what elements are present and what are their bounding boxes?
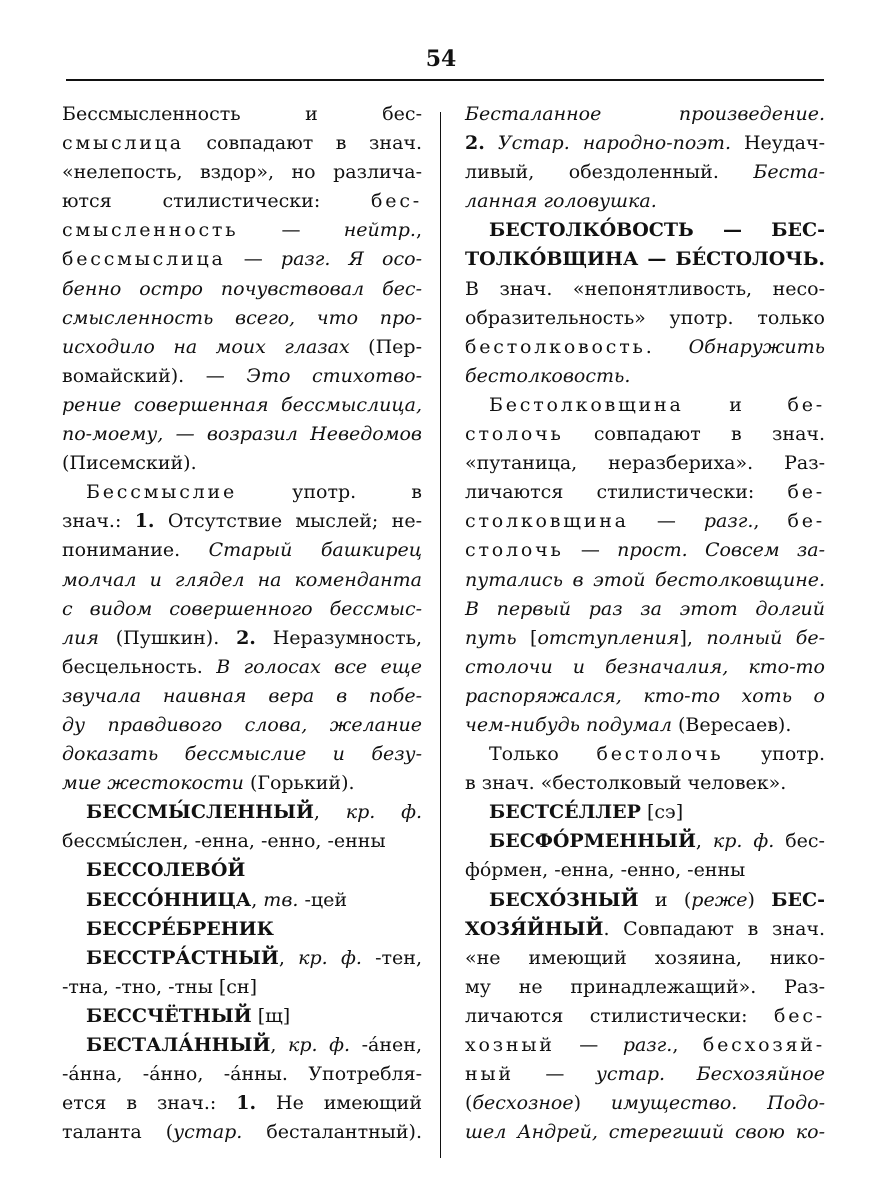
text-segment: — — [554, 1034, 623, 1056]
text-line — [465, 595, 825, 624]
text-line — [62, 158, 422, 187]
text-line — [465, 1060, 825, 1089]
text-line — [62, 304, 422, 333]
text-segment: ется в знач.: — [62, 1092, 237, 1115]
text-segment: Отсутствие мыслей; не- — [154, 510, 422, 533]
text-segment: столочь — [465, 423, 564, 446]
text-segment: смысленность всего, что про- — [62, 306, 422, 329]
text-segment: ный — [465, 1063, 514, 1086]
text-line — [62, 711, 422, 740]
text-segment: -тен, — [361, 946, 423, 969]
text-segment: в знач. «бестолковый человек». — [465, 772, 787, 795]
text-segment: доказать бессмыслие и безу- — [62, 743, 422, 766]
text-segment: , — [251, 888, 264, 911]
text-line — [465, 1031, 825, 1060]
text-segment: , — [753, 510, 788, 533]
text-segment: звучала наивная вера в побе- — [62, 684, 422, 707]
text-segment: (Пер- — [349, 335, 422, 358]
text-segment: бе- — [787, 481, 825, 504]
text-segment: БЕСФО́РМЕННЫЙ — [489, 830, 696, 853]
text-segment: отступления — [537, 626, 680, 649]
text-segment: совпадают в знач. — [183, 132, 422, 155]
text-segment: Бесталанное произведение. — [465, 103, 825, 125]
text-segment: бес- — [774, 830, 825, 853]
text-segment: путались в этой бестолковщине. — [465, 568, 825, 591]
text-segment: бестолочь — [596, 743, 724, 766]
text-line — [62, 478, 422, 507]
text-segment: , — [313, 801, 346, 824]
text-segment: . — [645, 335, 689, 358]
text-segment: кр. ф. — [288, 1034, 351, 1056]
text-line — [62, 595, 422, 624]
text-segment: , — [672, 1034, 703, 1056]
text-segment: молчал и глядел на коменданта — [62, 568, 422, 591]
text-line — [62, 449, 422, 478]
text-segment: — — [563, 539, 618, 562]
text-segment: шел Андрей, стерегший свою ко- — [465, 1121, 825, 1144]
text-segment: -а́нна, -а́нно, -а́нны. Употребля- — [62, 1063, 422, 1086]
text-line — [62, 653, 422, 682]
text-segment: бессмы́слен, -енна, -енно, -енны — [62, 830, 386, 853]
text-segment: БЕСТСЕ́ЛЛЕР — [489, 801, 641, 824]
text-segment: БЕСТОЛКО́ВОСТЬ — БЕС- — [489, 219, 825, 242]
text-segment: — — [225, 248, 281, 271]
text-line — [62, 507, 422, 536]
text-segment: БЕСТАЛА́ННЫЙ — [86, 1034, 271, 1056]
text-segment: , — [415, 219, 422, 242]
text-line — [465, 624, 825, 653]
text-segment: В знач. «непонятливость, несо- — [465, 277, 825, 300]
text-segment: БЕС- — [771, 888, 826, 911]
text-segment: личаются стилистически: — [465, 1004, 775, 1027]
text-line — [465, 944, 825, 973]
text-segment: [ — [516, 626, 538, 649]
text-segment: [щ] — [251, 1004, 291, 1027]
text-line — [62, 915, 422, 944]
text-segment: фо́рмен, -енна, -енно, -енны — [465, 859, 746, 882]
text-line — [62, 944, 422, 973]
text-segment: и — [683, 393, 788, 416]
text-line — [465, 275, 825, 304]
text-segment: рение совершенная бессмыслица, — [62, 393, 422, 416]
text-line — [465, 304, 825, 333]
text-segment: Это стихотво- — [246, 364, 423, 387]
text-line — [62, 100, 422, 129]
text-segment: бес- — [774, 1004, 825, 1027]
text-segment: БЕССЧЁТНЫЙ — [86, 1004, 252, 1027]
text-segment: . Совпадают в знач. — [603, 917, 825, 940]
text-segment: разг. Я осо- — [280, 248, 422, 271]
text-line — [465, 769, 825, 798]
text-segment: му не принадлежащий». Раз- — [465, 975, 825, 998]
text-segment: ланная головушка. — [465, 190, 657, 213]
text-segment: устар. Бесхозяйное — [595, 1063, 825, 1086]
text-segment: бесцельность. — [62, 655, 217, 678]
text-segment: бе- — [787, 510, 825, 533]
text-segment: Неразумность, — [255, 626, 422, 649]
text-line — [62, 798, 422, 827]
text-segment: Только — [489, 743, 597, 766]
text-segment: 2. — [236, 626, 256, 649]
text-line — [62, 391, 422, 420]
text-segment: употр. — [723, 743, 825, 766]
text-line — [62, 886, 422, 915]
text-segment: «путаница, неразбериха». Раз- — [465, 452, 825, 475]
text-segment: «нелепость, вздор», но различа- — [62, 161, 422, 184]
text-line — [62, 420, 422, 449]
text-segment: Бессмыслие — [86, 481, 238, 504]
text-segment: и ( — [638, 888, 692, 911]
text-line — [465, 1118, 825, 1147]
text-line — [465, 420, 825, 449]
text-segment: — — [513, 1063, 596, 1086]
text-segment: 1. — [236, 1092, 257, 1115]
header-rule — [66, 79, 824, 81]
text-segment: Беста- — [753, 161, 825, 184]
text-line — [465, 566, 825, 595]
left-column — [62, 100, 422, 1147]
text-segment: совпадают в знач. — [563, 423, 825, 446]
text-line — [62, 973, 422, 1002]
text-line — [62, 827, 422, 856]
text-segment: бесхозяй- — [702, 1034, 825, 1056]
text-line — [465, 478, 825, 507]
text-line — [62, 624, 422, 653]
text-segment: нейтр. — [343, 219, 416, 242]
text-segment: (Вересаев). — [671, 713, 792, 736]
text-segment: ТОЛКО́ВЩИНА — БЕ́СТОЛОЧЬ. — [465, 248, 825, 271]
text-line — [62, 1002, 422, 1031]
text-segment: В голосах все еще — [216, 655, 422, 678]
text-segment: полный бе- — [706, 626, 825, 649]
text-line — [465, 507, 825, 536]
text-line — [465, 740, 825, 769]
text-segment: ются стилистически: — [62, 190, 372, 213]
text-segment: столочи и безначалия, кто-то — [465, 655, 825, 678]
text-segment: бестолковость — [465, 335, 646, 358]
text-line — [465, 333, 825, 362]
text-segment: бе- — [787, 393, 825, 416]
text-line — [465, 391, 825, 420]
text-line — [465, 711, 825, 740]
text-segment: бессмыслица — [62, 248, 226, 271]
text-line — [62, 362, 422, 391]
text-segment: (Писемский). — [62, 452, 197, 475]
text-segment — [485, 132, 498, 154]
text-line — [62, 1089, 422, 1118]
text-line — [62, 1060, 422, 1089]
text-segment: БЕССТРА́СТНЫЙ — [86, 946, 279, 969]
text-line — [62, 129, 422, 158]
text-line — [62, 216, 422, 245]
text-line — [465, 187, 825, 216]
text-segment: , — [695, 830, 713, 853]
text-segment: ХОЗЯ́ЙНЫЙ — [465, 917, 604, 940]
text-segment: БЕССО́ННИЦА — [86, 888, 252, 911]
text-line — [465, 1002, 825, 1031]
text-line — [465, 827, 825, 856]
text-line — [62, 682, 422, 711]
text-segment: понимание. — [62, 539, 209, 562]
text-segment: ) — [573, 1092, 611, 1115]
text-line — [62, 1118, 422, 1147]
text-segment: -тна, -тно, -тны [сн] — [62, 975, 258, 998]
text-segment: БЕССМЫ́СЛЕННЫЙ — [86, 801, 314, 824]
text-segment: кр. ф. — [712, 830, 775, 853]
text-line — [465, 362, 825, 391]
text-segment: Обнаружить — [688, 335, 825, 358]
text-line — [465, 100, 825, 129]
text-line — [465, 653, 825, 682]
text-segment: вомайский). — — [62, 364, 247, 387]
text-segment: «не имеющий хозяина, нико- — [465, 946, 825, 969]
text-segment: лия — [62, 626, 99, 649]
text-segment: Старый башкирец — [208, 539, 422, 562]
text-segment: В первый раз за этот долгий — [465, 597, 825, 620]
text-segment: по-моему, — возразил Неведомов — [62, 423, 422, 446]
text-line — [465, 216, 825, 245]
text-segment: 2. — [465, 132, 485, 155]
text-line — [465, 886, 825, 915]
text-segment: БЕССОЛЕВО́Й — [86, 859, 246, 882]
text-segment: БЕССРЕ́БРЕНИК — [86, 917, 274, 940]
text-line — [465, 1089, 825, 1118]
text-segment: ( — [465, 1092, 473, 1115]
text-segment: бес- — [371, 190, 422, 213]
text-line — [62, 856, 422, 885]
text-line — [465, 798, 825, 827]
text-segment: 1. — [134, 510, 155, 533]
text-line — [465, 449, 825, 478]
text-segment: Бессмысленность и бес- — [62, 103, 422, 125]
text-segment: разг. — [703, 510, 754, 533]
text-line — [465, 856, 825, 885]
text-line — [62, 275, 422, 304]
text-line — [465, 158, 825, 187]
text-segment: ливый, обездоленный. — [465, 161, 754, 184]
text-segment: смыслица — [62, 132, 184, 155]
text-line — [62, 769, 422, 798]
text-line — [62, 740, 422, 769]
text-line — [62, 333, 422, 362]
text-segment: (Пушкин). — [98, 626, 237, 649]
text-segment: реже — [691, 888, 748, 911]
text-segment: бестолковость. — [465, 364, 631, 387]
text-segment: кр. ф. — [345, 801, 422, 824]
text-line — [465, 536, 825, 565]
text-segment: — — [628, 510, 704, 533]
text-line — [465, 682, 825, 711]
text-segment: Устар. народно-поэт. — [497, 132, 731, 155]
text-line — [62, 536, 422, 565]
text-line — [62, 245, 422, 274]
text-segment: Бестолковщина — [489, 393, 684, 416]
text-segment: , — [270, 1034, 289, 1056]
text-line — [62, 566, 422, 595]
text-segment: смысленность — [62, 219, 239, 242]
text-segment: ду правдивого слова, желание — [62, 713, 422, 736]
text-segment: путь — [465, 626, 517, 649]
page-number: 54 — [425, 46, 457, 72]
text-segment: Неудач- — [731, 132, 825, 155]
text-segment: , — [278, 946, 299, 969]
text-segment: имущество. Подо- — [610, 1092, 825, 1115]
text-segment: хозный — [465, 1034, 555, 1056]
text-segment: личаются стилистически: — [465, 481, 788, 504]
text-line — [62, 1031, 422, 1060]
text-segment: столковщина — [465, 510, 629, 533]
text-segment: ) — [747, 888, 772, 911]
text-line — [465, 129, 825, 158]
text-segment: бенно остро почувствовал бес- — [62, 277, 422, 300]
text-segment: разг. — [622, 1034, 673, 1056]
text-segment: исходило на моих глазах — [62, 335, 350, 358]
text-segment: устар. — [173, 1121, 243, 1144]
text-segment: — — [238, 219, 344, 242]
text-segment: прост. Совсем за- — [617, 539, 825, 562]
text-line — [465, 973, 825, 1002]
text-segment: образительность» употр. только — [465, 306, 825, 329]
text-segment: тв. — [263, 888, 299, 911]
text-segment: употр. в — [237, 481, 422, 504]
text-line — [62, 187, 422, 216]
text-segment: -а́нен, — [350, 1034, 422, 1056]
text-segment: чем-нибудь подумал — [465, 713, 672, 736]
text-segment: бесхозное — [472, 1092, 574, 1115]
text-segment: знач.: — [62, 510, 135, 533]
text-segment: распоряжался, кто-то хоть о — [465, 684, 825, 707]
column-divider — [440, 112, 441, 1158]
text-segment: Не имеющий — [256, 1092, 422, 1115]
text-segment: с видом совершенного бессмыс- — [62, 597, 422, 620]
text-segment: столочь — [465, 539, 564, 562]
text-line — [465, 245, 825, 274]
text-segment: БЕСХО́ЗНЫЙ — [489, 888, 639, 911]
text-segment: таланта ( — [62, 1121, 174, 1144]
text-line — [465, 915, 825, 944]
text-segment: -цей — [298, 888, 348, 911]
text-segment: ], — [679, 626, 707, 649]
text-segment: кр. ф. — [298, 946, 362, 969]
text-segment: бесталантный). — [242, 1121, 422, 1144]
right-column — [465, 100, 825, 1147]
text-segment: [сэ] — [640, 801, 684, 824]
text-segment: (Горький). — [243, 772, 355, 795]
text-segment: мие жестокости — [62, 772, 244, 795]
